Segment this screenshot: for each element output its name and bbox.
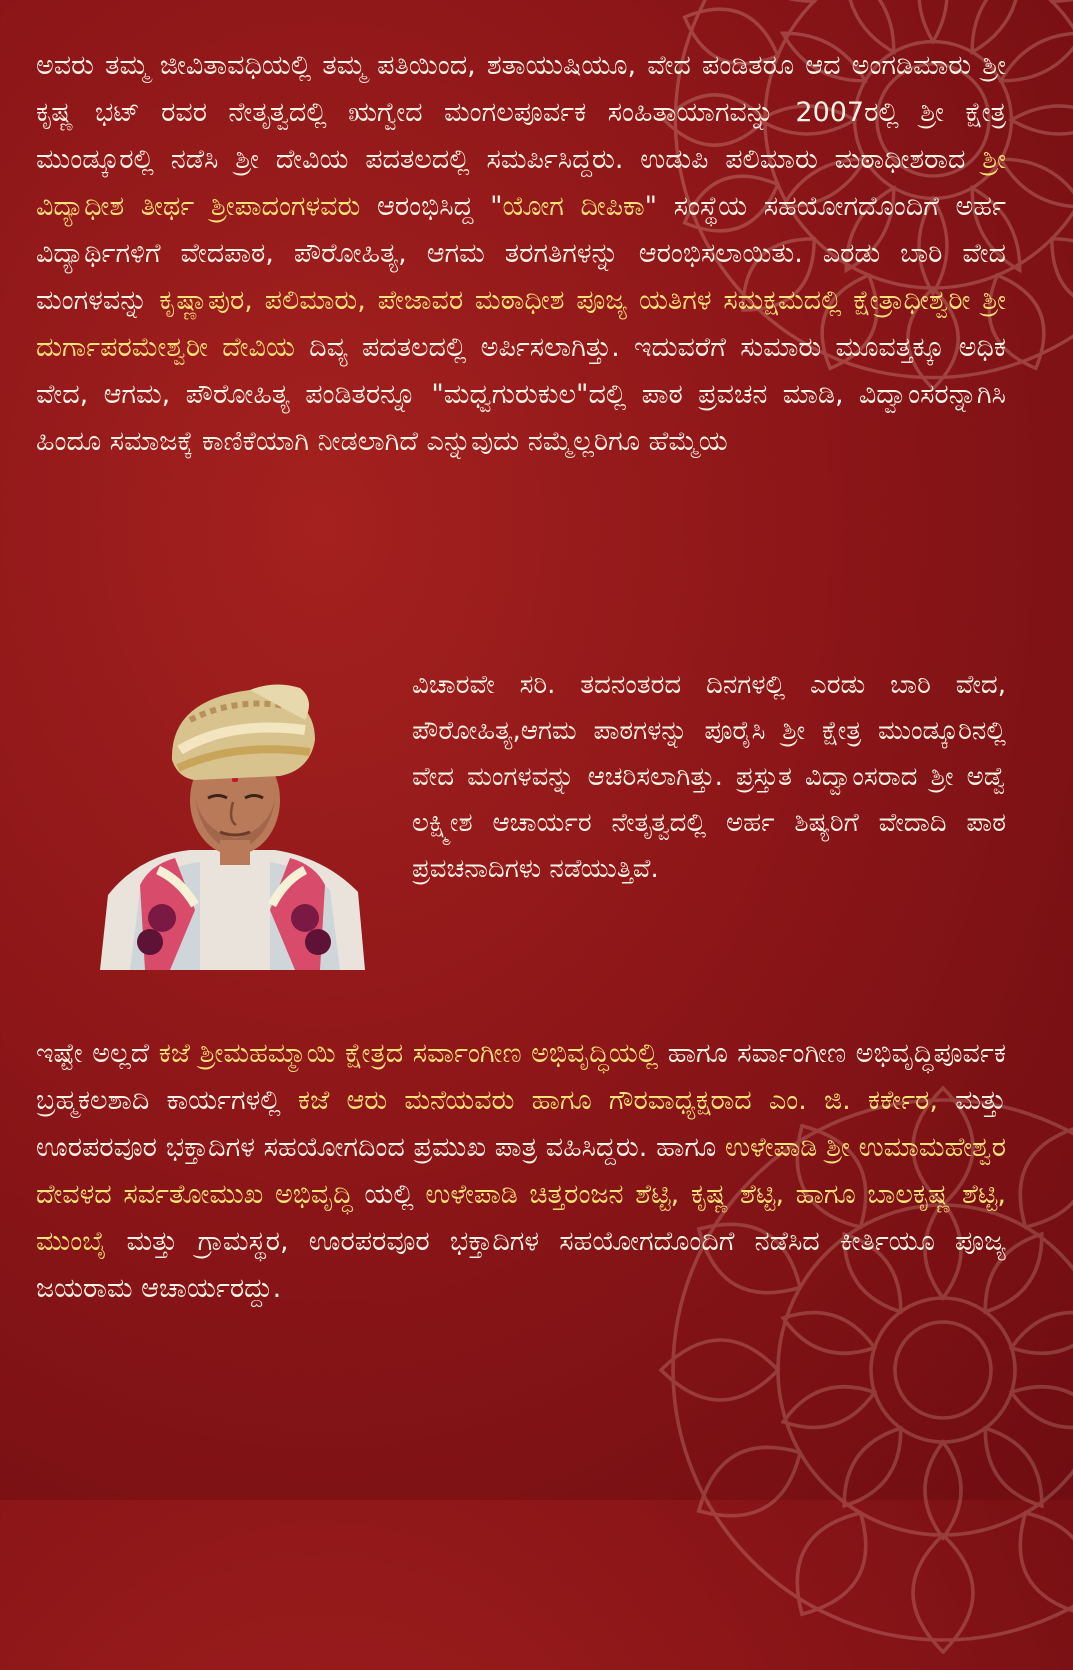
highlight-mumbai: ಮುಂಬೈ (36, 1226, 107, 1257)
highlight-kaje-families: ಕಜೆ ಆರು ಮನೆಯವರು ಹಾಗೂ ಗೌರವಾಧ್ಯಕ್ಷರಾದ ಎಂ. ಜಿ. ಕರ್ಕೇರ, (297, 1085, 938, 1116)
text-segment: ಇಷ್ಟೇ ಅಲ್ಲದೆ (36, 1038, 159, 1069)
highlight-kaje-kshetra: ಕಜೆ ಶ್ರೀಮಹಮ್ಮಾಯಿ ಕ್ಷೇತ್ರದ ಸರ್ವಾಂಗೀಣ ಅಭಿವೃದ್ಧಿಯಲ್ಲಿ (158, 1038, 659, 1069)
text-segment: ಯಲ್ಲಿ (352, 1179, 426, 1210)
text-segment: ಹಾಗೂ ಸರ್ವಾಂಗೀಣ ಅಭಿವೃದ್ಧಿಪೂರ್ವಕ ಬ್ರಹ್ಮಕಲಶಾದಿ ಕಾರ್ಯಗಳಲ್ಲಿ (36, 1038, 1006, 1116)
highlight-ulepadi-shettys: ಉಳೇಪಾಡಿ ಚಿತ್ತರಂಜನ ಶೆಟ್ಟಿ, ಕೃಷ್ಣ ಶೆಟ್ಟಿ, ಹಾಗೂ ಬಾಲಕೃಷ್ಣ ಶೆಟ್ಟಿ, (425, 1179, 1007, 1210)
text-segment: ಮತ್ತು ಊರಪರವೂರ ಭಕ್ತಾದಿಗಳ ಸಹಯೋಗದಿಂದ ಪ್ರಮುಖ ಪಾತ್ರ ವಹಿಸಿದ್ದರು. ಹಾಗೂ (36, 1085, 1006, 1163)
highlight-mathadhisha-presence: ಕೃಷ್ಣಾಪುರ, ಪಲಿಮಾರು, ಪೇಜಾವರ ಮಠಾಧೀಶ ಪೂಜ್ಯ ಯತಿಗಳ ಸಮಕ್ಷಮದಲ್ಲಿ ಕ್ಷೇತ್ರಾಧೀಶ್ವರೀ ಶ್ರೀ ದುರ್ಗಾಪರಮೇಶ್ವರೀ ದೇವಿಯ (36, 285, 1006, 363)
text-segment: ದಿವ್ಯ ಪದತಲದಲ್ಲಿ ಅರ್ಪಿಸಲಾಗಿತ್ತು. ಇದುವರೆಗೆ ಸುಮಾರು ಮೂವತ್ತಕ್ಕೂ ಅಧಿಕ ವೇದ, ಆಗಮ, ಪೌರೋಹಿತ್ಯ ಪಂಡಿತರನ್ನೂ "ಮಧ್ವಗುರುಕುಲ"ದಲ್ಲಿ ಪಾಠ ಪ್ರವಚನ ಮಾಡಿ, ವಿದ್ವಾಂಸರನ್ನಾಗಿಸಿ ಹಿಂದೂ ಸಮಾಜಕ್ಕೆ ಕಾಣಿಕೆಯಾಗಿ ನೀಡಲಾಗಿದೆ ಎನ್ನುವುದು ನಮ್ಮೆಲ್ಲರಿಗೂ ಹೆಮ್ಮೆಯ (36, 332, 1006, 457)
paragraph-contributions (36, 1030, 1006, 1312)
paragraph-intro (36, 42, 1006, 465)
portrait-image (100, 680, 365, 970)
highlight-swamiji-name: ಶ್ರೀ ವಿದ್ಯಾಧೀಶ ತೀರ್ಥ ಶ್ರೀಪಾದಂಗಳವರು (36, 144, 1006, 222)
text-segment: ಆರಂಭಿಸಿದ್ದ " (360, 191, 503, 222)
text-segment: ಅವರು ತಮ್ಮ ಜೀವಿತಾವಧಿಯಲ್ಲಿ ತಮ್ಮ ಪತಿಯಿಂದ, ಶತಾಯುಷಿಯೂ, ವೇದ ಪಂಡಿತರೂ ಆದ ಅಂಗಡಿಮಾರು ಶ್ರೀ ಕೃಷ್ಣ ಭಟ್ ರವರ ನೇತೃತ್ವದಲ್ಲಿ ಋಗ್ವೇದ ಮಂಗಲಪೂರ್ವಕ ಸಂಹಿತಾಯಾಗವನ್ನು 2007ರಲ್ಲಿ ಶ್ರೀ ಕ್ಷೇತ್ರ ಮುಂಡ್ಕೂರಲ್ಲಿ ನಡೆಸಿ ಶ್ರೀ ದೇವಿಯ ಪದತಲದಲ್ಲಿ ಸಮರ್ಪಿಸಿದ್ದರು. ಉಡುಪಿ ಪಲಿಮಾರು ಮಠಾಧೀಶರಾದ (36, 50, 1006, 175)
text-segment: " ಸಂಸ್ಥೆಯ ಸಹಯೋಗದೊಂದಿಗೆ ಅರ್ಹ ವಿದ್ಯಾರ್ಥಿಗಳಿಗೆ ವೇದಪಾಠ, ಪೌರೋಹಿತ್ಯ, ಆಗಮ ತರಗತಿಗಳನ್ನು ಆರಂಭಿಸಲಾಯಿತು. ಎರಡು ಬಾರಿ ವೇದ ಮಂಗಳವನ್ನು (36, 191, 1007, 316)
highlight-ulepadi-temple: ಉಳೇಪಾಡಿ ಶ್ರೀ ಉಮಾಮಹೇಶ್ವರ ದೇವಳದ ಸರ್ವತೋಮುಖ ಅಭಿವೃದ್ಧಿ (36, 1132, 1006, 1210)
text-segment: ಮತ್ತು ಗ್ರಾಮಸ್ಥರ, ಊರಪರವೂರ ಭಕ್ತಾದಿಗಳ ಸಹಯೋಗದೊಂದಿಗೆ ನಡೆಸಿದ ಕೀರ್ತಿಯೂ ಪೂಜ್ಯ ಜಯರಾಮ ಆಚಾರ್ಯರದ್ದು. (36, 1226, 1006, 1304)
paragraph-continuation: ವಿಚಾರವೇ ಸರಿ. ತದನಂತರದ ದಿನಗಳಲ್ಲಿ ಎರಡು ಬಾರಿ ವೇದ, ಪೌರೋಹಿತ್ಯ,ಆಗಮ ಪಾಠಗಳನ್ನು ಪೂರೈಸಿ ಶ್ರೀ ಕ್ಷೇತ್ರ ಮುಂಡ್ಕೂರಿನಲ್ಲಿ ವೇದ ಮಂಗಳವನ್ನು ಆಚರಿಸಲಾಗಿತ್ತು. ಪ್ರಸ್ತುತ ವಿದ್ವಾಂಸರಾದ ಶ್ರೀ ಅಡ್ವೆ ಲಕ್ಷ್ಮೀಶ ಆಚಾರ್ಯರ ನೇತೃತ್ವದಲ್ಲಿ ಅರ್ಹ ಶಿಷ್ಯರಿಗೆ ವೇದಾದಿ ಪಾಠ ಪ್ರವಚನಾದಿಗಳು ನಡೆಯುತ್ತಿವೆ. (412, 670, 1006, 884)
highlight-yoga-deepika: ಯೋಗ ದೀಪಿಕಾ (502, 191, 645, 222)
